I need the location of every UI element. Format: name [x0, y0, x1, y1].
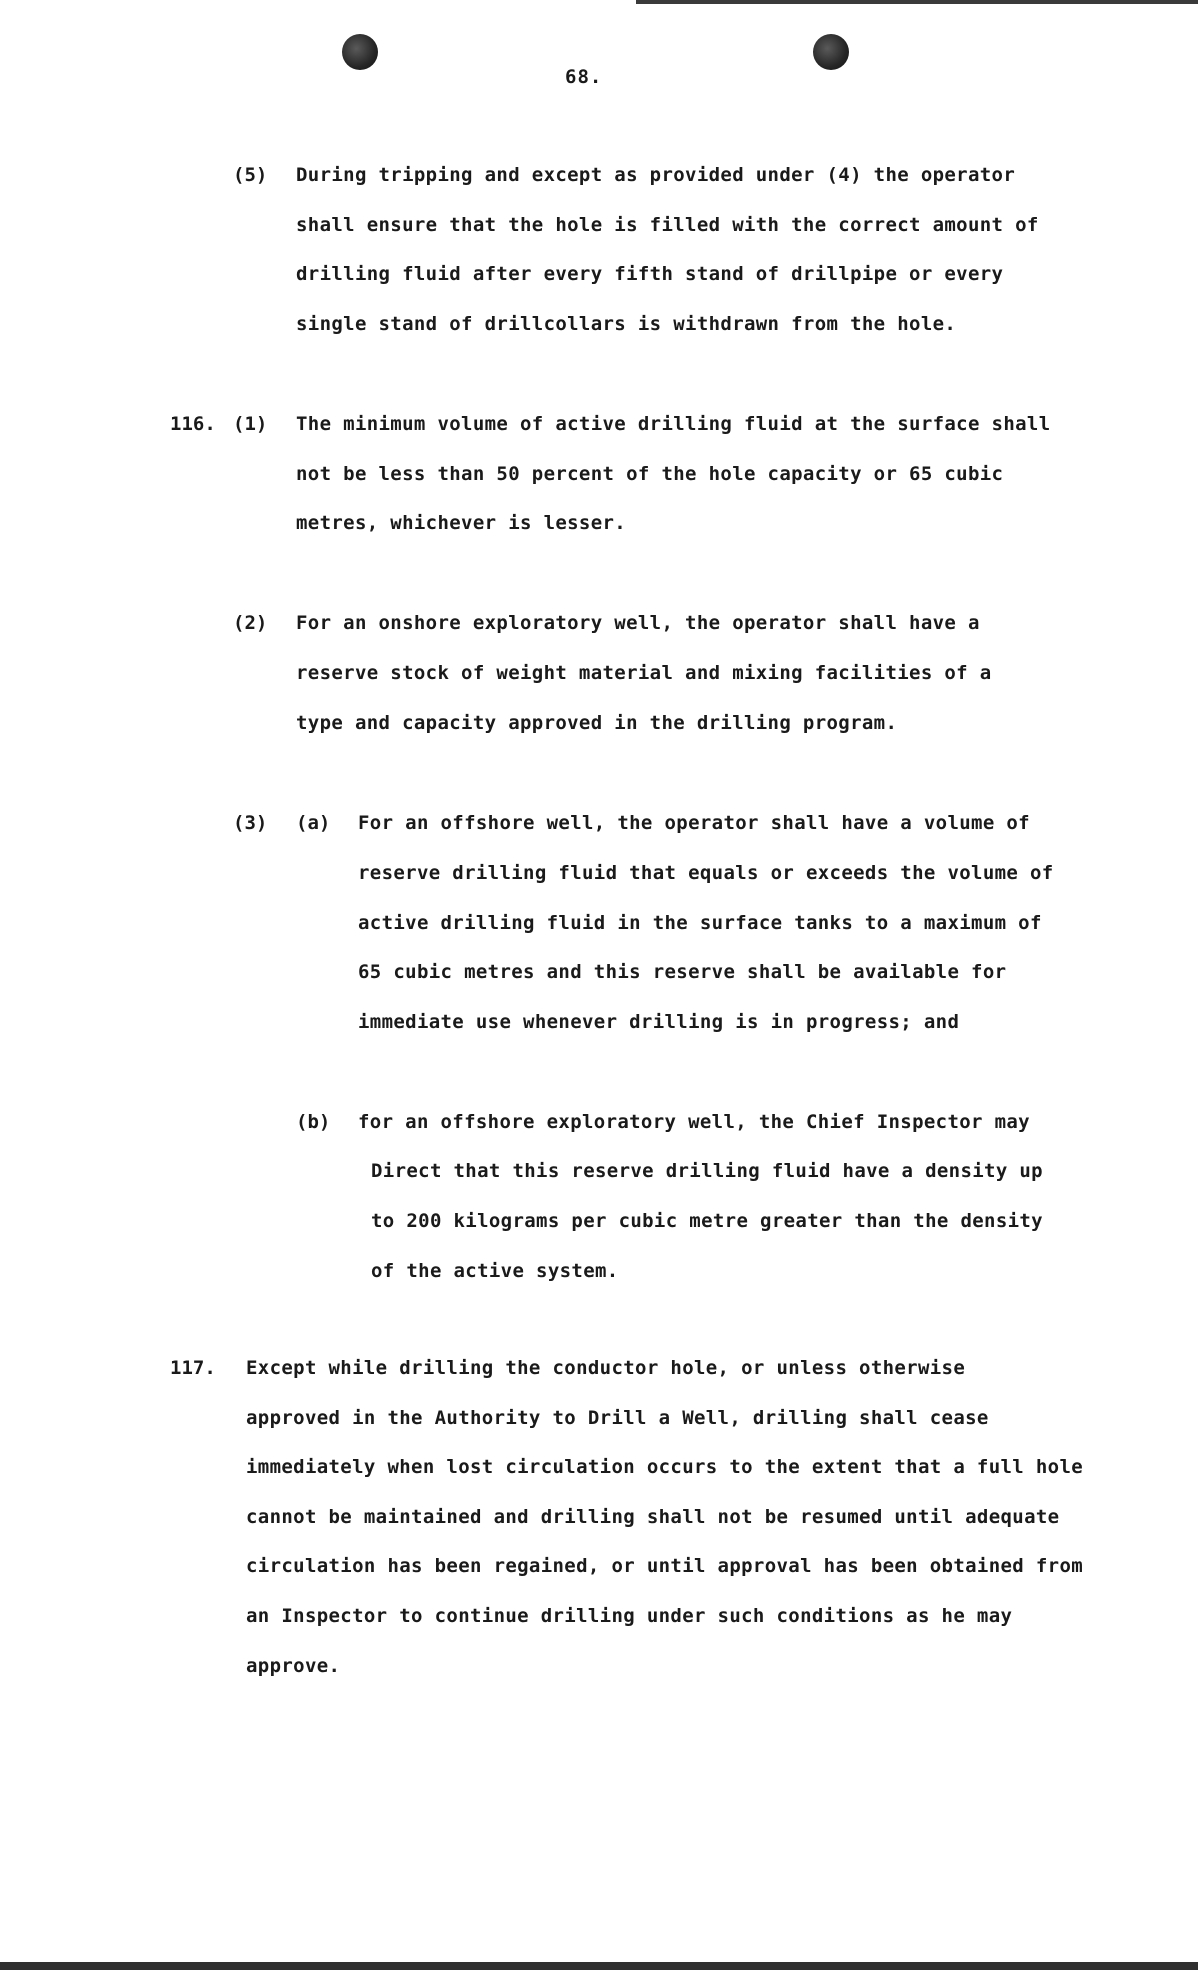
sec116-sub2-line-2: reserve stock of weight material and mixing facilities of a: [296, 662, 992, 684]
sec116-sub1-line-3: metres, whichever is lesser.: [296, 512, 627, 534]
sec116-sub1-line-2: not be less than 50 percent of the hole capacity or 65 cubic: [296, 463, 1004, 485]
sec116-sub3b-line-2: Direct that this reserve drilling fluid have a density up: [371, 1160, 1043, 1182]
sec116-number: 116.: [170, 413, 216, 435]
page-number: 68.: [565, 66, 603, 88]
punch-hole-left: [342, 34, 378, 70]
sec115-sub5-line-4: single stand of drillcollars is withdrawn from the hole.: [296, 313, 957, 335]
sec116-sub3b-label: (b): [296, 1111, 331, 1133]
sec117-line-2: approved in the Authority to Drill a Well, drilling shall cease: [246, 1407, 989, 1429]
sec116-sub1-label: (1): [233, 413, 268, 435]
punch-hole-right: [813, 34, 849, 70]
sec116-sub3a-line-4: 65 cubic metres and this reserve shall be available for: [358, 961, 1007, 983]
sec117-line-6: an Inspector to continue drilling under such conditions as he may: [246, 1605, 1013, 1627]
sec116-sub3a-label: (a): [296, 812, 331, 834]
sec116-sub3a-line-2: reserve drilling fluid that equals or exceeds the volume of: [358, 862, 1054, 884]
sec115-sub5-line-2: shall ensure that the hole is filled with the correct amount of: [296, 214, 1039, 236]
sec116-sub3b-line-1: for an offshore exploratory well, the Chief Inspector may: [358, 1111, 1030, 1133]
sec117-line-3: immediately when lost circulation occurs to the extent that a full hole: [246, 1456, 1084, 1478]
sec117-line-1: Except while drilling the conductor hole, or unless otherwise: [246, 1357, 966, 1379]
sec115-sub5-line-1: During tripping and except as provided under (4) the operator: [296, 164, 1016, 186]
sec116-sub3b-line-4: of the active system.: [371, 1260, 619, 1282]
sec117-number: 117.: [170, 1357, 216, 1379]
sec117-line-5: circulation has been regained, or until approval has been obtained from: [246, 1555, 1084, 1577]
sec116-sub3-label: (3): [233, 812, 268, 834]
sec116-sub3a-line-1: For an offshore well, the operator shall have a volume of: [358, 812, 1030, 834]
sec117-line-4: cannot be maintained and drilling shall not be resumed until adequate: [246, 1506, 1060, 1528]
sec116-sub3a-line-3: active drilling fluid in the surface tanks to a maximum of: [358, 912, 1042, 934]
sec116-sub3b-line-3: to 200 kilograms per cubic metre greater than the density: [371, 1210, 1043, 1232]
scan-edge-bottom: [0, 1962, 1198, 1970]
sec116-sub1-line-1: The minimum volume of active drilling fluid at the surface shall: [296, 413, 1051, 435]
sec115-sub5-line-3: drilling fluid after every fifth stand of drillpipe or every: [296, 263, 1004, 285]
sec116-sub2-line-3: type and capacity approved in the drilling program.: [296, 712, 898, 734]
sec117-line-7: approve.: [246, 1655, 341, 1677]
sec115-sub5-label: (5): [233, 164, 268, 186]
scan-edge-top: [636, 0, 1198, 4]
sec116-sub3a-line-5: immediate use whenever drilling is in progress; and: [358, 1011, 960, 1033]
sec116-sub2-label: (2): [233, 612, 268, 634]
sec116-sub2-line-1: For an onshore exploratory well, the operator shall have a: [296, 612, 980, 634]
